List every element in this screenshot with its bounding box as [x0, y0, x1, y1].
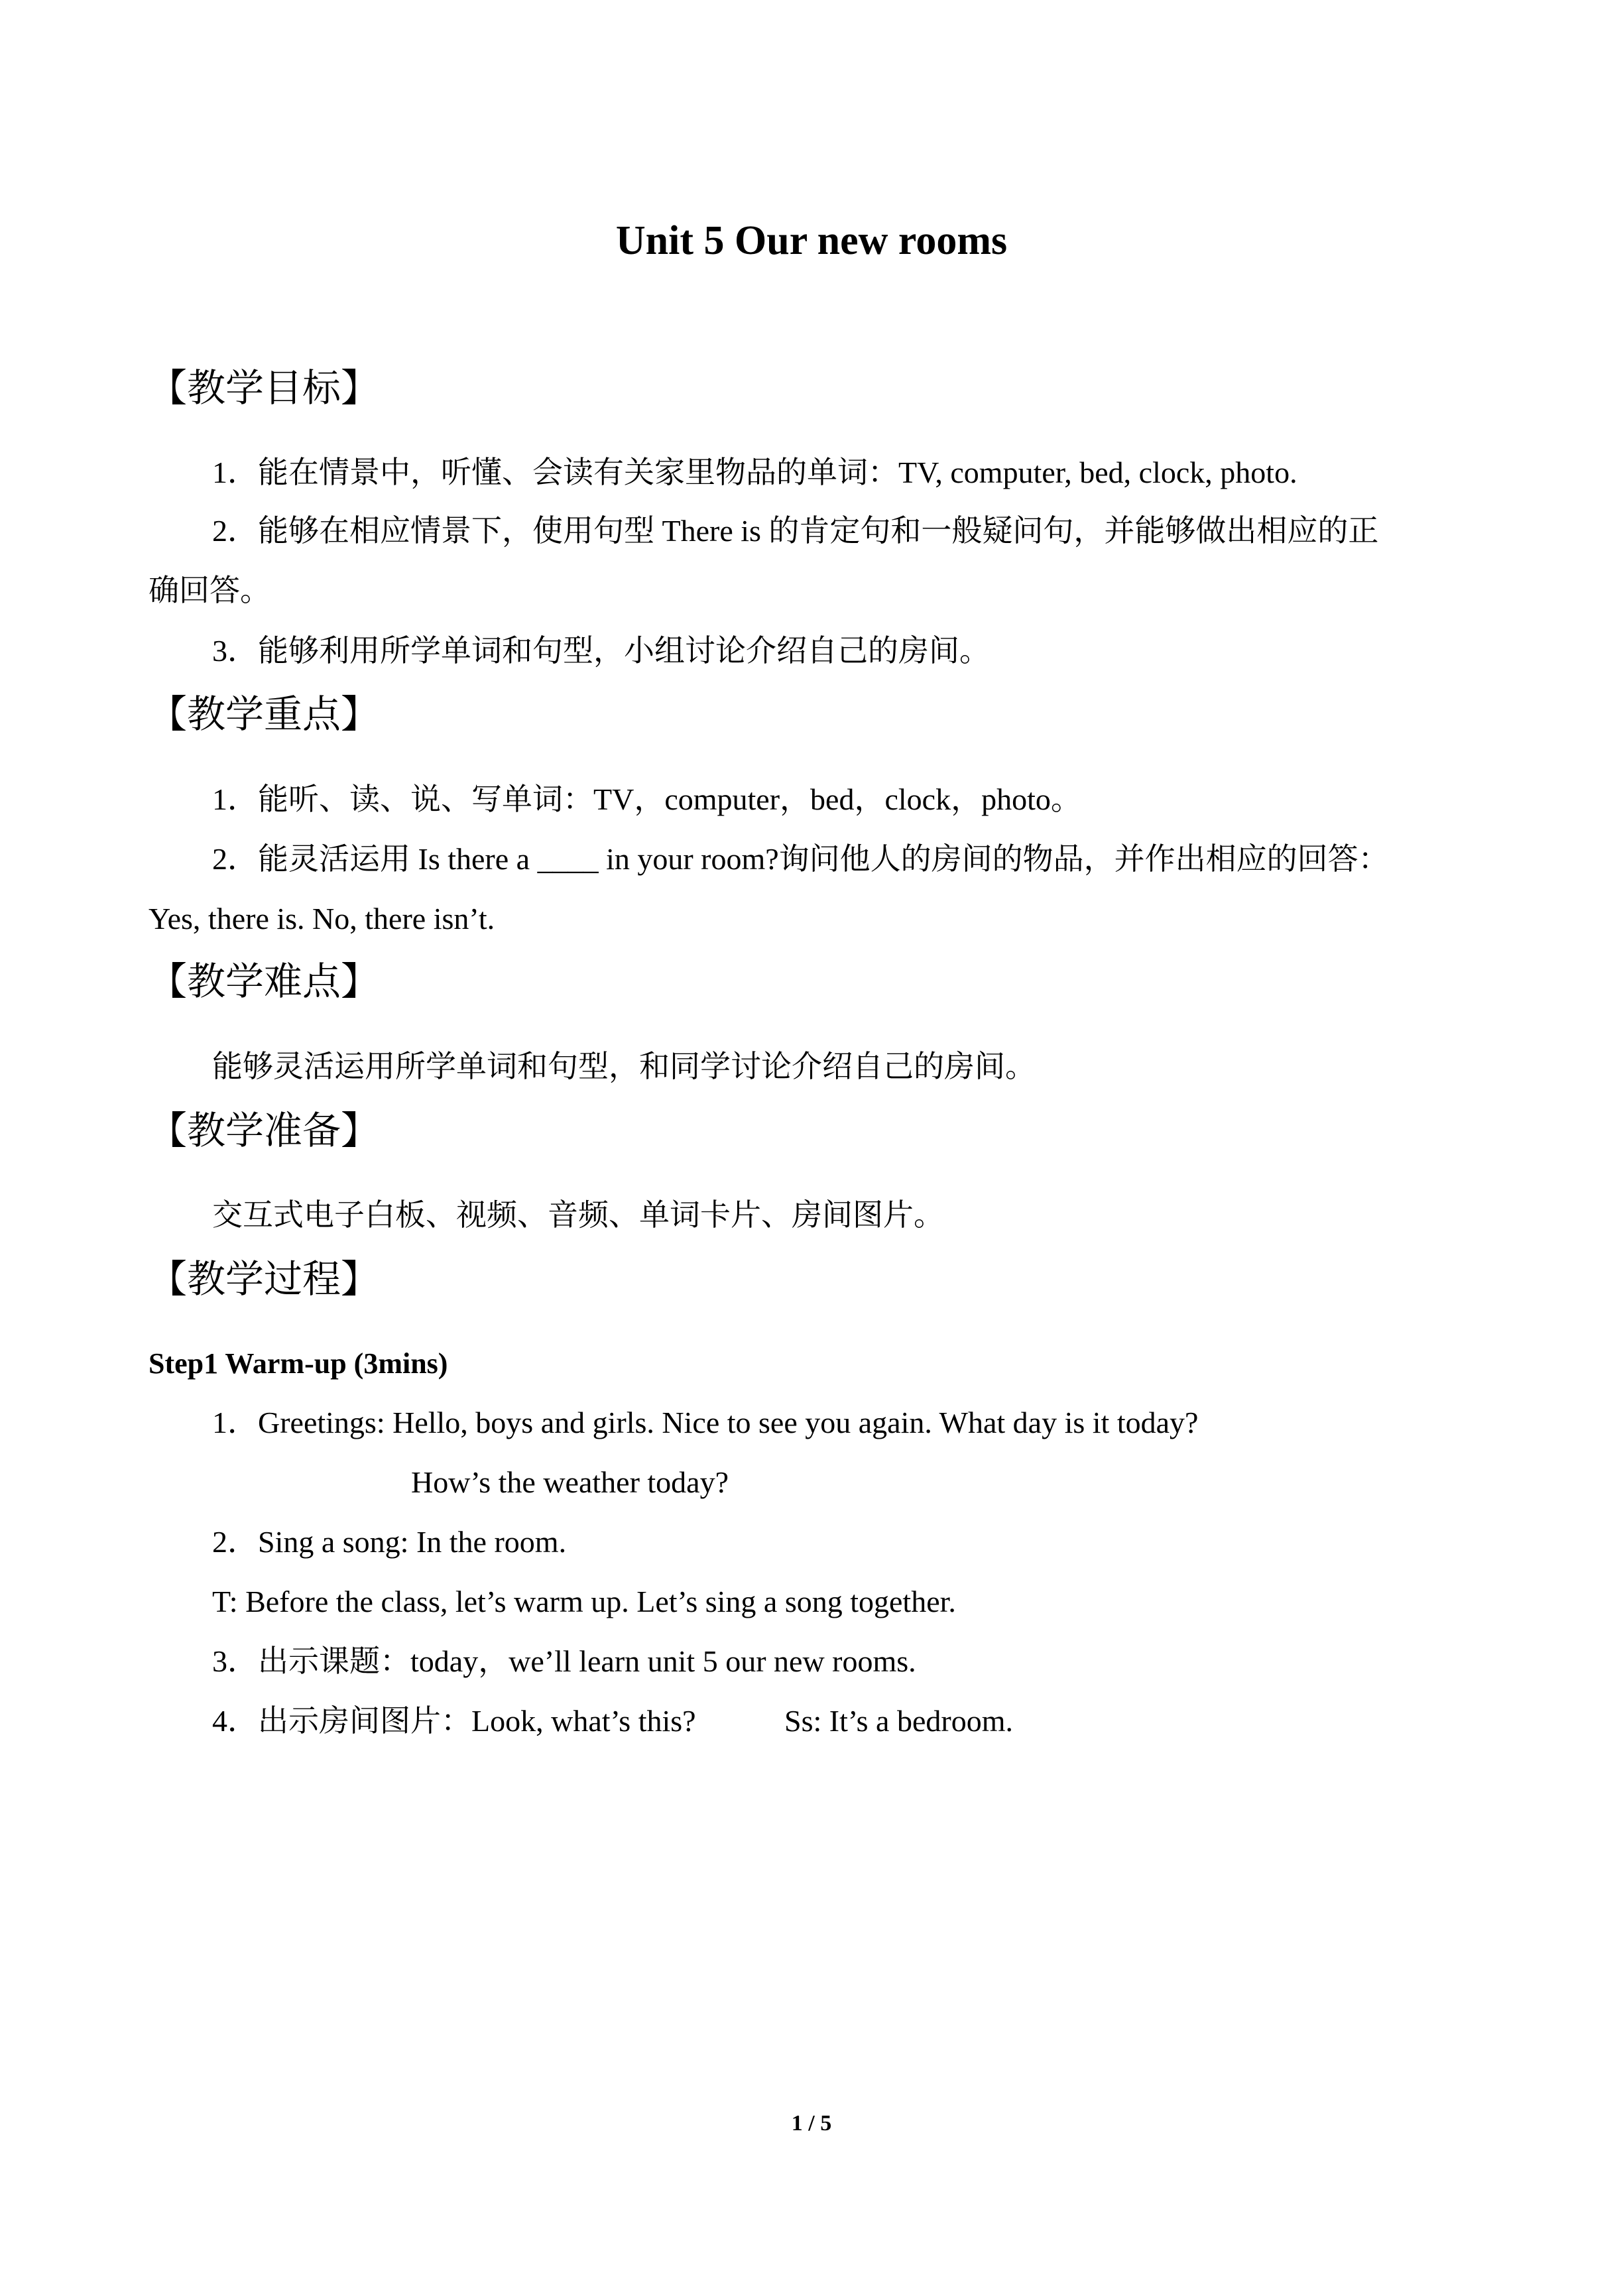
- preparation-text: 交互式电子白板、视频、音频、单词卡片、房间图片。: [212, 1198, 944, 1232]
- process-item-4-answer: Ss: It’s a bedroom.: [784, 1704, 1013, 1738]
- process-item-1: 1．Greetings: Hello, boys and girls. Nice to see you again. What day is it today?: [212, 1406, 1199, 1439]
- key-point-item-1: 1．能听、读、说、写单词：TV，computer，bed，clock，photo。: [212, 782, 1081, 816]
- process-heading: 【教学过程】: [149, 1258, 380, 1301]
- objectives-heading: 【教学目标】: [149, 367, 380, 410]
- difficulties-text: 能够灵活运用所学单词和句型，和同学讨论介绍自己的房间。: [212, 1050, 1036, 1083]
- key-point-item-2: 2．能灵活运用 Is there a ____ in your room?询问他人的房间的物品，并作出相应的回答：: [212, 842, 1389, 876]
- objective-item-2-continued: 确回答。: [149, 574, 270, 607]
- page-number: 1 / 5: [791, 2111, 832, 2136]
- key-point-item-2-continued: Yes, there is. No, there isn’t.: [149, 902, 495, 936]
- process-item-4-question: 4．出示房间图片：Look, what’s this?: [212, 1704, 696, 1738]
- objective-item-2: 2．能够在相应情景下，使用句型 There is 的肯定句和一般疑问句，并能够做出相应的正: [212, 514, 1379, 548]
- difficulties-heading: 【教学难点】: [149, 960, 380, 1003]
- step1-title: Step1 Warm-up (3mins): [149, 1347, 448, 1380]
- objective-item-1: 1．能在情景中，听懂、会读有关家里物品的单词：TV, computer, bed, clock, photo.: [212, 455, 1297, 489]
- process-item-3: 3．出示课题：today，we’ll learn unit 5 our new rooms.: [212, 1644, 916, 1678]
- document-title: Unit 5 Our new rooms: [615, 218, 1008, 263]
- process-item-2: 2．Sing a song: In the room.: [212, 1525, 567, 1559]
- key-points-heading: 【教学重点】: [149, 693, 380, 736]
- process-item-1-continued: How’s the weather today?: [411, 1465, 729, 1499]
- preparation-heading: 【教学准备】: [149, 1109, 380, 1152]
- objective-item-3: 3．能够利用所学单词和句型，小组讨论介绍自己的房间。: [212, 634, 990, 668]
- teacher-line: T: Before the class, let’s warm up. Let’s sing a song together.: [212, 1585, 956, 1618]
